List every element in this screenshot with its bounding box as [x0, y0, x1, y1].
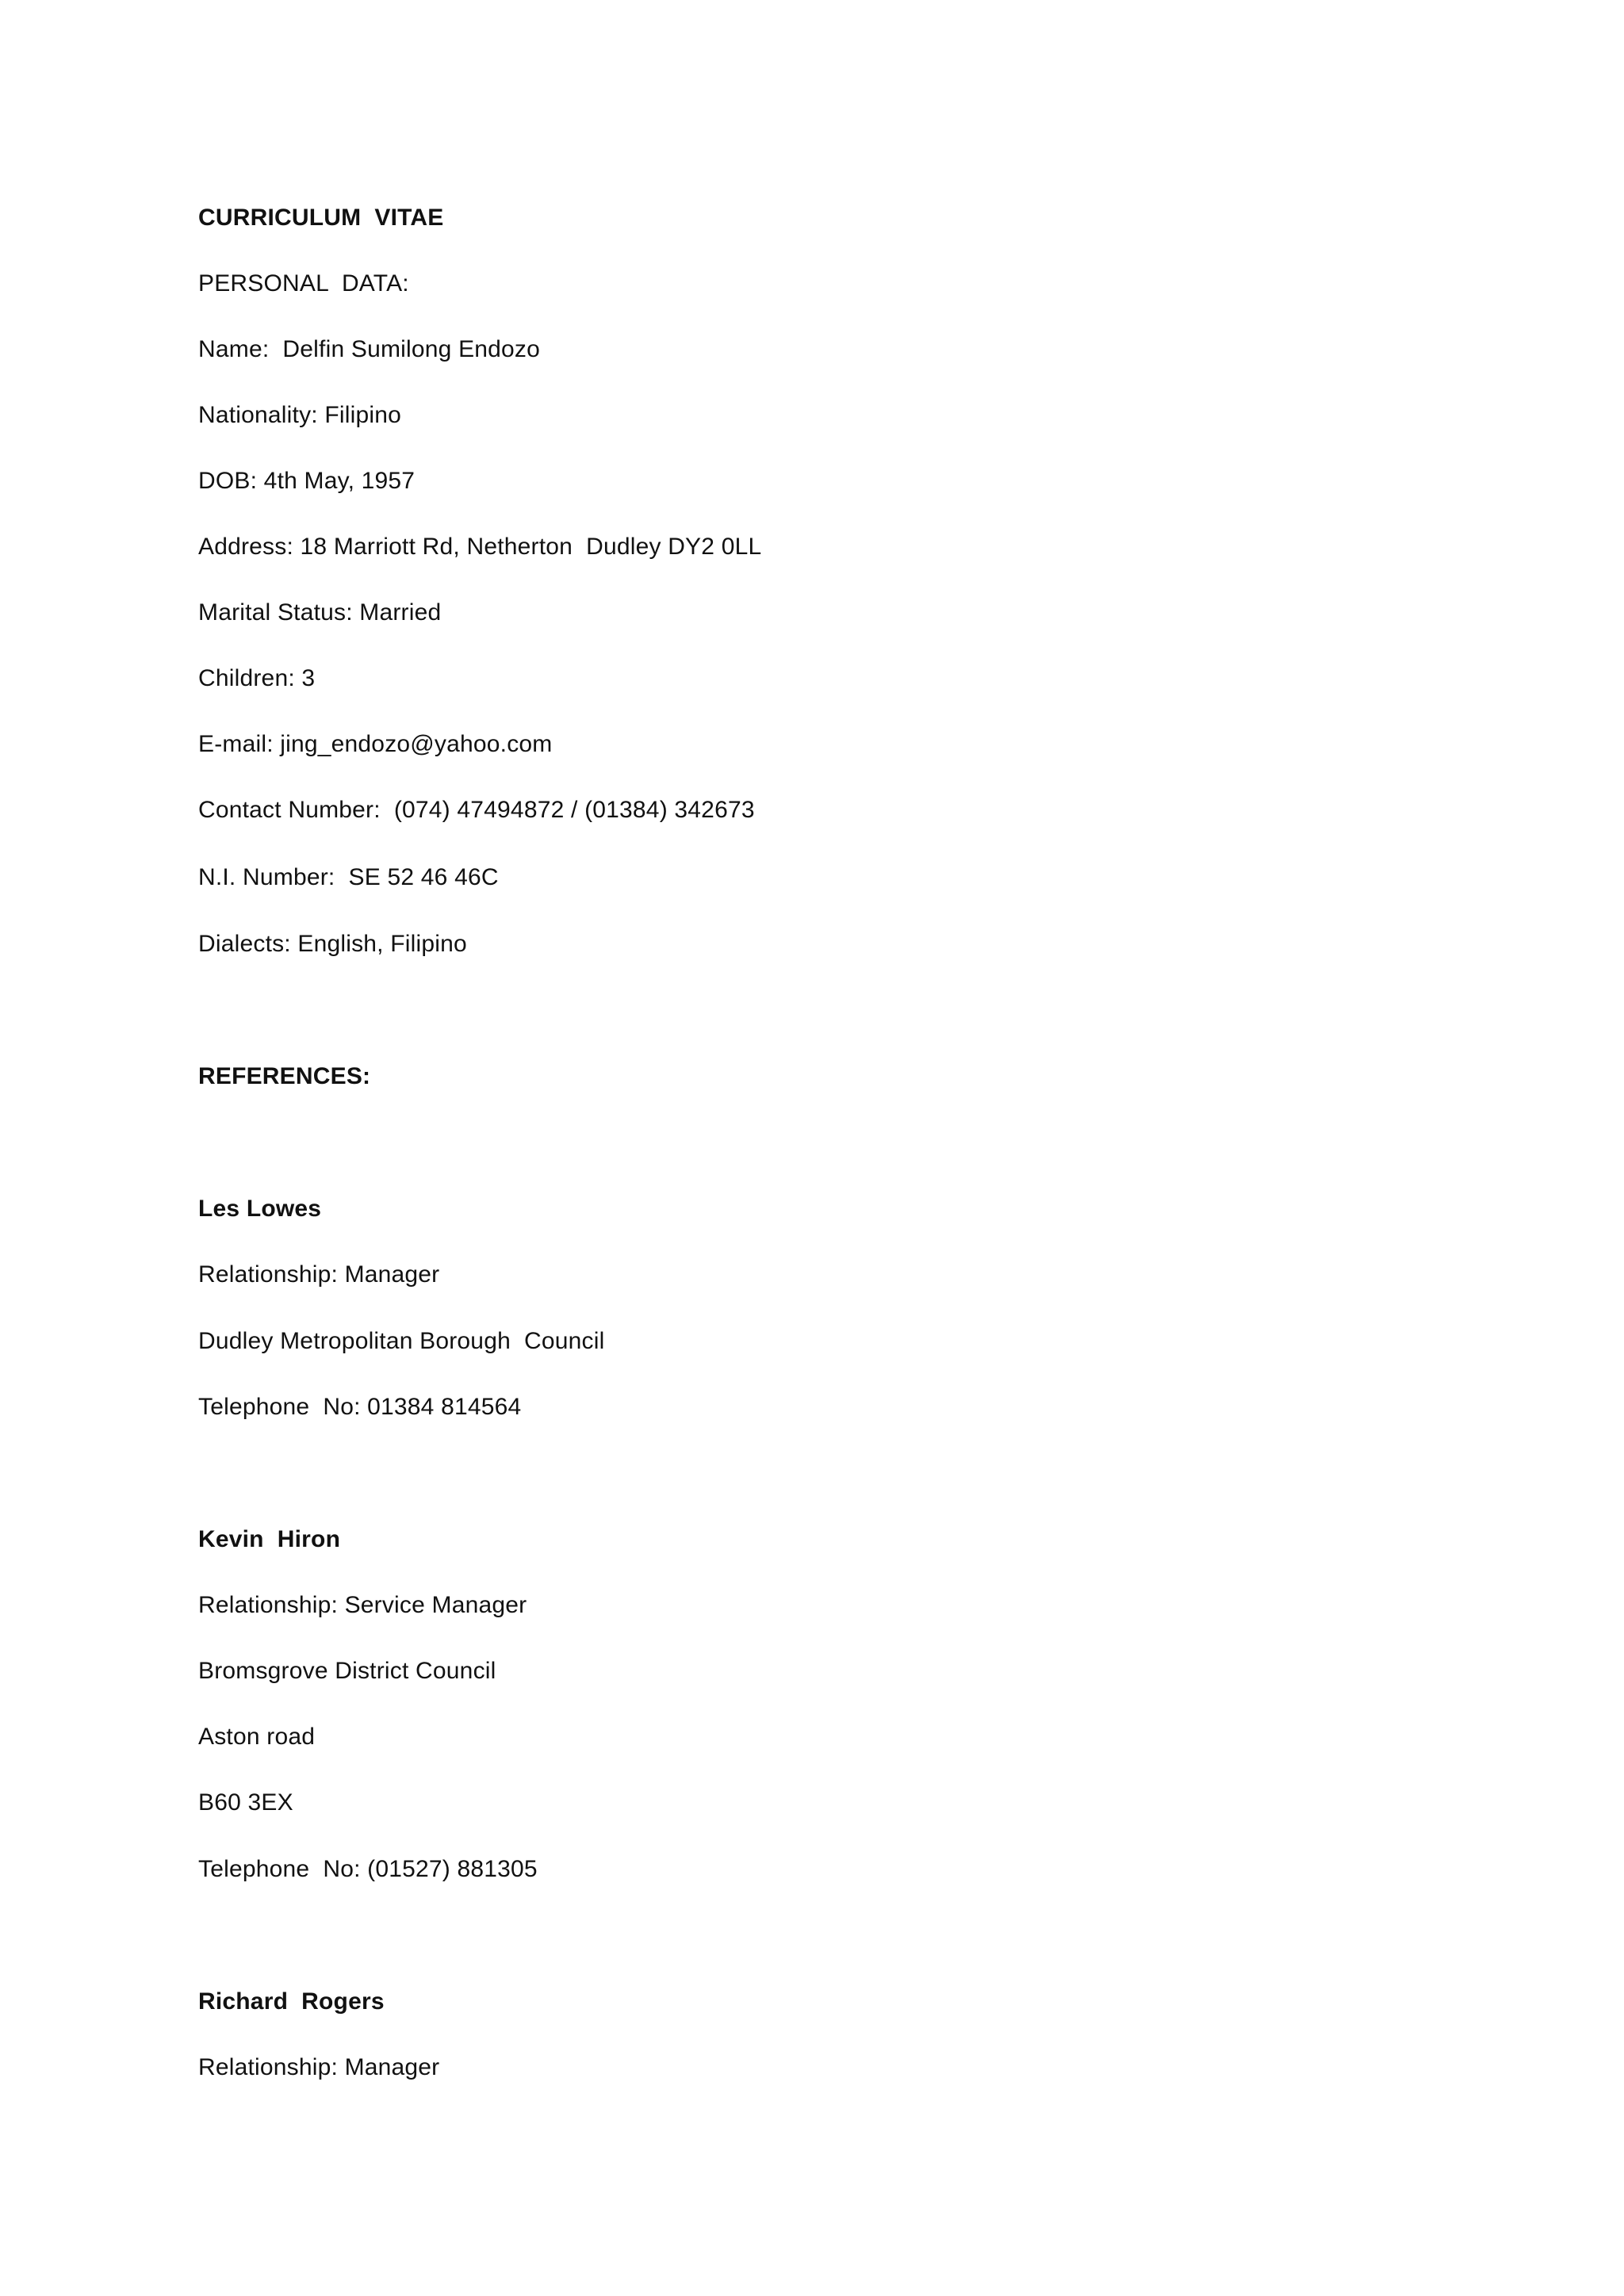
- reference-line: Relationship: Service Manager: [198, 1592, 527, 1618]
- contact-number-line: Contact Number: (074) 47494872 / (01384) 342673: [198, 797, 755, 823]
- dob-line: DOB: 4th May, 1957: [198, 468, 416, 494]
- document-title: CURRICULUM VITAE: [198, 205, 444, 231]
- nationality-line: Nationality: Filipino: [198, 402, 401, 428]
- reference-line: Telephone No: (01527) 881305: [198, 1856, 538, 1882]
- marital-status-line: Marital Status: Married: [198, 599, 442, 626]
- ni-number-line: N.I. Number: SE 52 46 46C: [198, 864, 499, 890]
- dialects-line: Dialects: English, Filipino: [198, 931, 467, 957]
- reference-name: Richard Rogers: [198, 1988, 385, 2015]
- reference-line: Telephone No: 01384 814564: [198, 1394, 522, 1420]
- references-heading: REFERENCES:: [198, 1063, 371, 1089]
- children-line: Children: 3: [198, 665, 316, 691]
- name-line: Name: Delfin Sumilong Endozo: [198, 336, 541, 362]
- email-line: E-mail: jing_endozo@yahoo.com: [198, 731, 553, 757]
- personal-data-heading: PERSONAL DATA:: [198, 270, 409, 297]
- reference-line: Dudley Metropolitan Borough Council: [198, 1328, 605, 1354]
- reference-line: Relationship: Manager: [198, 2054, 440, 2080]
- address-line: Address: 18 Marriott Rd, Netherton Dudley DY2 0LL: [198, 534, 762, 560]
- reference-line: Bromsgrove District Council: [198, 1658, 496, 1684]
- reference-name: Kevin Hiron: [198, 1526, 341, 1552]
- reference-name: Les Lowes: [198, 1196, 322, 1222]
- reference-line: Aston road: [198, 1724, 316, 1750]
- reference-line: B60 3EX: [198, 1789, 293, 1816]
- reference-line: Relationship: Manager: [198, 1261, 440, 1288]
